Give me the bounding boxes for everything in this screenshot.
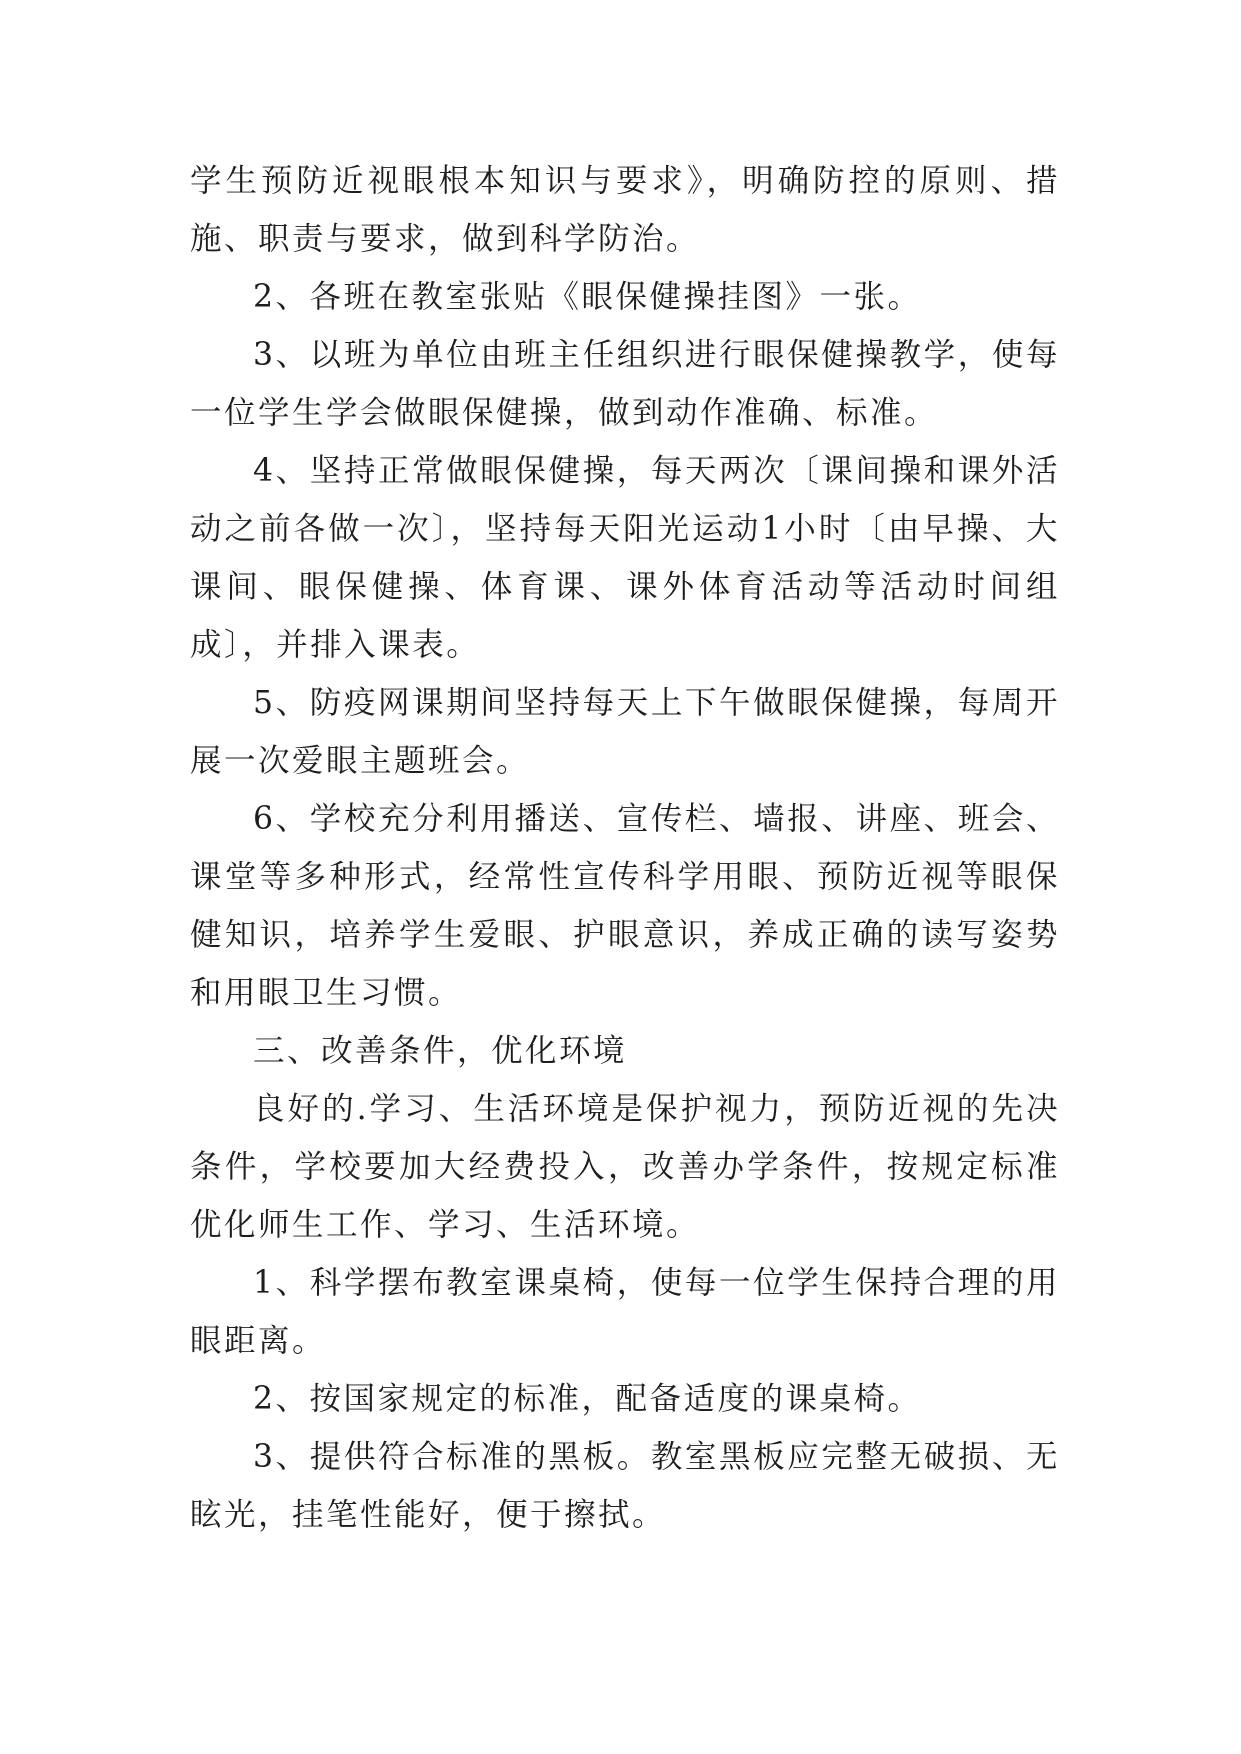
paragraph-item-6: 6、学校充分利用播送、宣传栏、墙报、讲座、班会、课堂等多种形式，经常性宣传科学用眼、预防近视等眼保健知识，培养学生爱眼、护眼意识，养成正确的读写姿势和用眼卫生习惯。 [190,801,1060,1011]
paragraph-item-2: 2、各班在教室张贴《眼保健操挂图》一张。 [253,279,922,315]
paragraph-item-3: 3、以班为单位由班主任组织进行眼保健操教学，使每一位学生学会做眼保健操，做到动作准确、标准。 [190,337,1060,431]
paragraph-continuation: 学生预防近视眼根本知识与要求》，明确防控的原则、措施、职责与要求，做到科学防治。 [190,163,1060,257]
document-body [190,152,1060,1544]
paragraph-item-5: 5、防疫网课期间坚持每天上下午做眼保健操，每周开展一次爱眼主题班会。 [190,685,1060,779]
paragraph-item-1: 1、科学摆布教室课桌椅，使每一位学生保持合理的用眼距离。 [190,1265,1060,1359]
paragraph-item-2b: 2、按国家规定的标准，配备适度的课桌椅。 [253,1381,922,1417]
paragraph-intro: 良好的.学习、生活环境是保护视力，预防近视的先决条件，学校要加大经费投入，改善办学条件，按规定标准优化师生工作、学习、生活环境。 [190,1091,1060,1243]
paragraph-item-3b: 3、提供符合标准的黑板。教室黑板应完整无破损、无眩光，挂笔性能好，便于擦拭。 [190,1439,1060,1533]
section-heading: 三、改善条件，优化环境 [253,1033,628,1069]
paragraph-item-4: 4、坚持正常做眼保健操，每天两次〔课间操和课外活动之前各做一次〕，坚持每天阳光运动1小时〔由早操、大课间、眼保健操、体育课、课外体育活动等活动时间组成〕，并排入课表。 [190,453,1060,663]
